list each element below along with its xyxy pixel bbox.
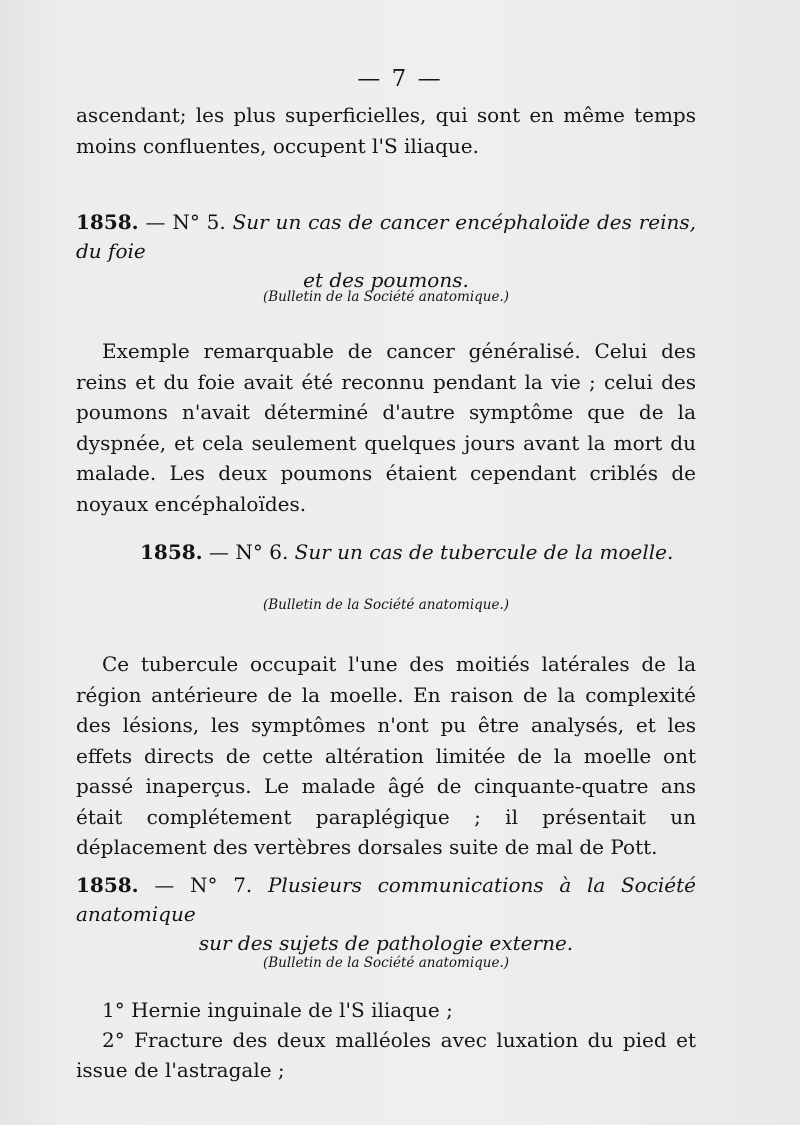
entry-7-source: (Bulletin de la Société anatomique.) bbox=[262, 955, 510, 971]
entry-5-source: (Bulletin de la Société anatomique.) bbox=[262, 289, 510, 305]
entry-7-year: 1858. bbox=[76, 873, 139, 897]
entry-6-source-block bbox=[76, 597, 696, 613]
entry-5-body: Exemple remarquable de cancer généralisé. Celui des reins et du foie avait été reconnu pendant la vie ; celui des poumons n'avait déterminé d'autre symptôme que de la dyspnée, et cela seulement quelques jours avant la mort du malade. Les deux poumons étaient cependant criblés de noyaux encéphaloïdes. bbox=[76, 339, 696, 516]
entry-7-source-block bbox=[76, 955, 696, 971]
page-number: — 7 — bbox=[357, 66, 443, 92]
list-item: 1° Hernie inguinale de l'S iliaque ; bbox=[102, 998, 453, 1022]
entry-5-number: — N° 5. bbox=[138, 210, 233, 234]
entry-6-year: 1858. bbox=[140, 540, 203, 564]
entry-6-title-line bbox=[76, 538, 696, 567]
entry-7-title-line bbox=[76, 871, 696, 929]
entry-6-body-block bbox=[76, 649, 696, 863]
entry-7-title-continuation: sur des sujets de pathologie externe. bbox=[198, 931, 574, 955]
entry-6-source: (Bulletin de la Société anatomique.) bbox=[262, 597, 510, 613]
list-item: 2° Fracture des deux malléoles avec luxation du pied et issue de l'astragale ; bbox=[76, 1028, 696, 1082]
entry-5-year: 1858. bbox=[76, 210, 139, 234]
entry-5-title-continuation: et des poumons. bbox=[303, 268, 469, 292]
entry-5-title: Sur un cas de cancer encéphaloïde des reins, du foie bbox=[76, 210, 696, 263]
entry-6-body: Ce tubercule occupait l'une des moitiés latérales de la région antérieure de la moelle. En raison de la complexité des lésions, les symptômes n'ont pu être analysés, et les effets directs de cette altération limitée de la moelle ont passé inaperçus. Le malade âgé de cinquante-quatre ans était complétement paraplégique ; il présentait un déplacement des vertèbres dorsales suite de mal de Pott. bbox=[76, 652, 696, 859]
entry-5-source-block bbox=[76, 289, 696, 305]
entry-6-number: — N° 6. bbox=[202, 540, 295, 564]
entry-5-heading bbox=[76, 208, 696, 295]
entry-6-heading bbox=[76, 538, 696, 567]
entry-7-number: — N° 7. bbox=[138, 873, 268, 897]
intro-paragraph: ascendant; les plus superficielles, qui sont en même temps moins confluentes, occupent l'S iliaque. bbox=[76, 103, 696, 158]
entry-7-list bbox=[76, 995, 696, 1085]
entry-7-title: Plusieurs communications à la Société anatomique bbox=[76, 873, 697, 926]
intro-paragraph-block bbox=[76, 100, 696, 161]
entry-6-title: Sur un cas de tubercule de la moelle. bbox=[294, 540, 674, 564]
entry-5-title-line bbox=[76, 208, 696, 266]
entry-5-body-block bbox=[76, 336, 696, 519]
entry-7-heading bbox=[76, 871, 696, 958]
